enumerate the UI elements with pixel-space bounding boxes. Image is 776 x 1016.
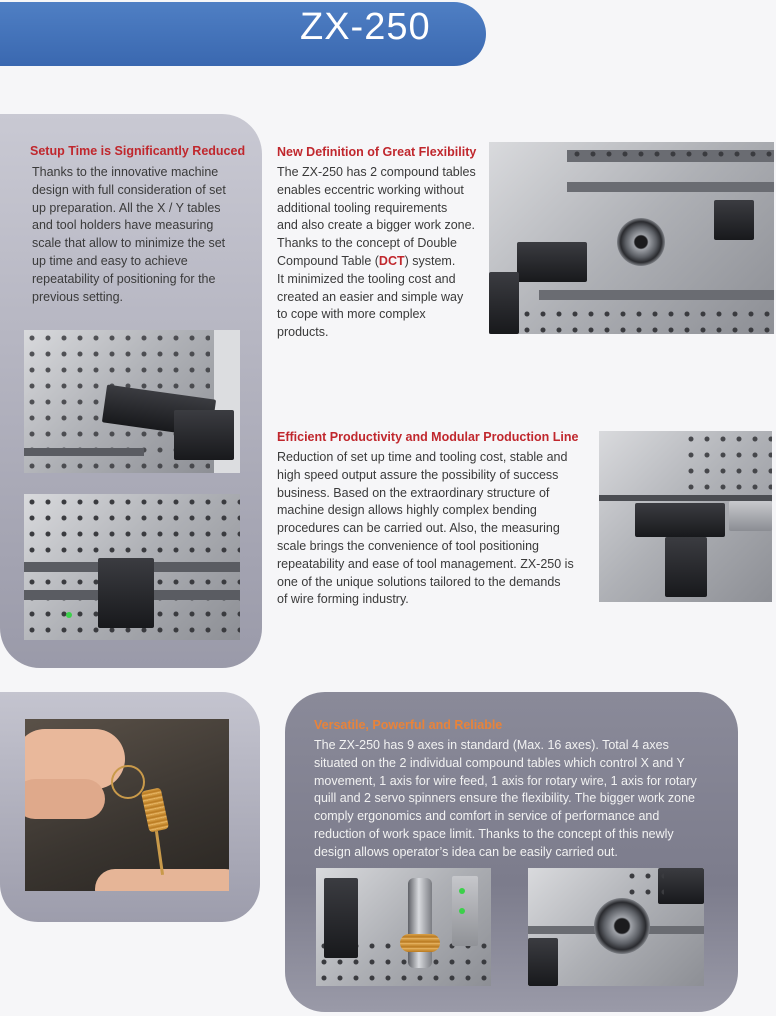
tool-holder-closeup-photo: [24, 330, 240, 473]
productivity-body: [277, 449, 574, 609]
setup-body: [32, 164, 226, 306]
productivity-line: business. Based on the extraordinary structure of: [277, 485, 550, 500]
setup-line: scale that allow to minimize the set: [32, 236, 226, 251]
page-title: ZX-250: [300, 6, 431, 48]
flexibility-line: created an easier and simple way: [277, 289, 464, 304]
setup-line: repeatability of positioning for the: [32, 271, 216, 286]
productivity-line: high speed output assure the possibility of success: [277, 467, 559, 482]
flexibility-line: and also create a bigger work zone.: [277, 218, 476, 233]
flexibility-line-dct: [277, 253, 476, 271]
productivity-line: repeatability and ease of tool management. ZX-250 is: [277, 556, 574, 571]
versatile-line: comply ergonomics and comfort in service of performance and: [314, 809, 660, 824]
productivity-line: one of the unique solutions tailored to the demands: [277, 574, 561, 589]
flexibility-line: The ZX-250 has 2 compound tables: [277, 165, 476, 179]
productivity-line: procedures can be carried out. Also, the measuring: [277, 521, 560, 536]
flexibility-line: additional tooling requirements: [277, 200, 448, 215]
setup-line: up time and easy to achieve: [32, 253, 188, 268]
versatile-heading: Versatile, Powerful and Reliable: [314, 718, 503, 732]
flexibility-line: Thanks to the concept of Double: [277, 236, 457, 251]
flexibility-body: [277, 164, 476, 342]
productivity-line: Reduction of set up time and tooling cost, stable and: [277, 450, 568, 464]
versatile-line: The ZX-250 has 9 axes in standard (Max. 16 axes). Total 4 axes: [314, 738, 669, 752]
versatile-line: design allows operator’s idea can be easily carried out.: [314, 844, 618, 859]
setup-line: previous setting.: [32, 289, 124, 304]
machine-compound-table-photo: [489, 142, 774, 334]
dct-label: DCT: [378, 253, 405, 268]
productivity-heading: Efficient Productivity and Modular Production Line: [277, 430, 579, 444]
hand-holding-spring-photo: [25, 719, 229, 891]
setup-heading: Setup Time is Significantly Reduced: [30, 144, 246, 158]
flexibility-line: products.: [277, 325, 329, 340]
versatile-line: quill and 2 servo spinners ensure the flexibility. The bigger work zone: [314, 791, 695, 806]
flexibility-heading: New Definition of Great Flexibility: [277, 145, 477, 159]
measuring-scale-plate-photo: [24, 494, 240, 640]
productivity-line: machine design allows highly complex bending: [277, 503, 537, 518]
productivity-line: scale brings the convenience of tool positioning: [277, 538, 539, 553]
flexibility-dct-suffix: ) system.: [404, 253, 456, 268]
servo-spinner-photo: [528, 868, 704, 986]
setup-line: and tool holders have measuring: [32, 218, 214, 233]
rotary-quill-photo: [316, 868, 491, 986]
versatile-line: situated on the 2 individual compound tables which control X and Y: [314, 755, 685, 770]
flexibility-dct-prefix: Compound Table (: [277, 253, 379, 268]
flexibility-line: It minimized the tooling cost and: [277, 271, 456, 286]
flexibility-line: to cope with more complex: [277, 307, 426, 322]
versatile-body: [314, 737, 697, 862]
setup-line: Thanks to the innovative machine: [32, 165, 219, 179]
versatile-line: reduction of work space limit. Thanks to the concept of this newly: [314, 826, 674, 841]
setup-line: design with full consideration of set: [32, 182, 226, 197]
flexibility-line: enables eccentric working without: [277, 182, 464, 197]
productivity-line: of wire forming industry.: [277, 592, 409, 607]
setup-line: up preparation. All the X / Y tables: [32, 200, 221, 215]
versatile-line: movement, 1 axis for wire feed, 1 axis for rotary wire, 1 axis for rotary: [314, 773, 697, 788]
bending-tool-closeup-photo: [599, 431, 772, 602]
